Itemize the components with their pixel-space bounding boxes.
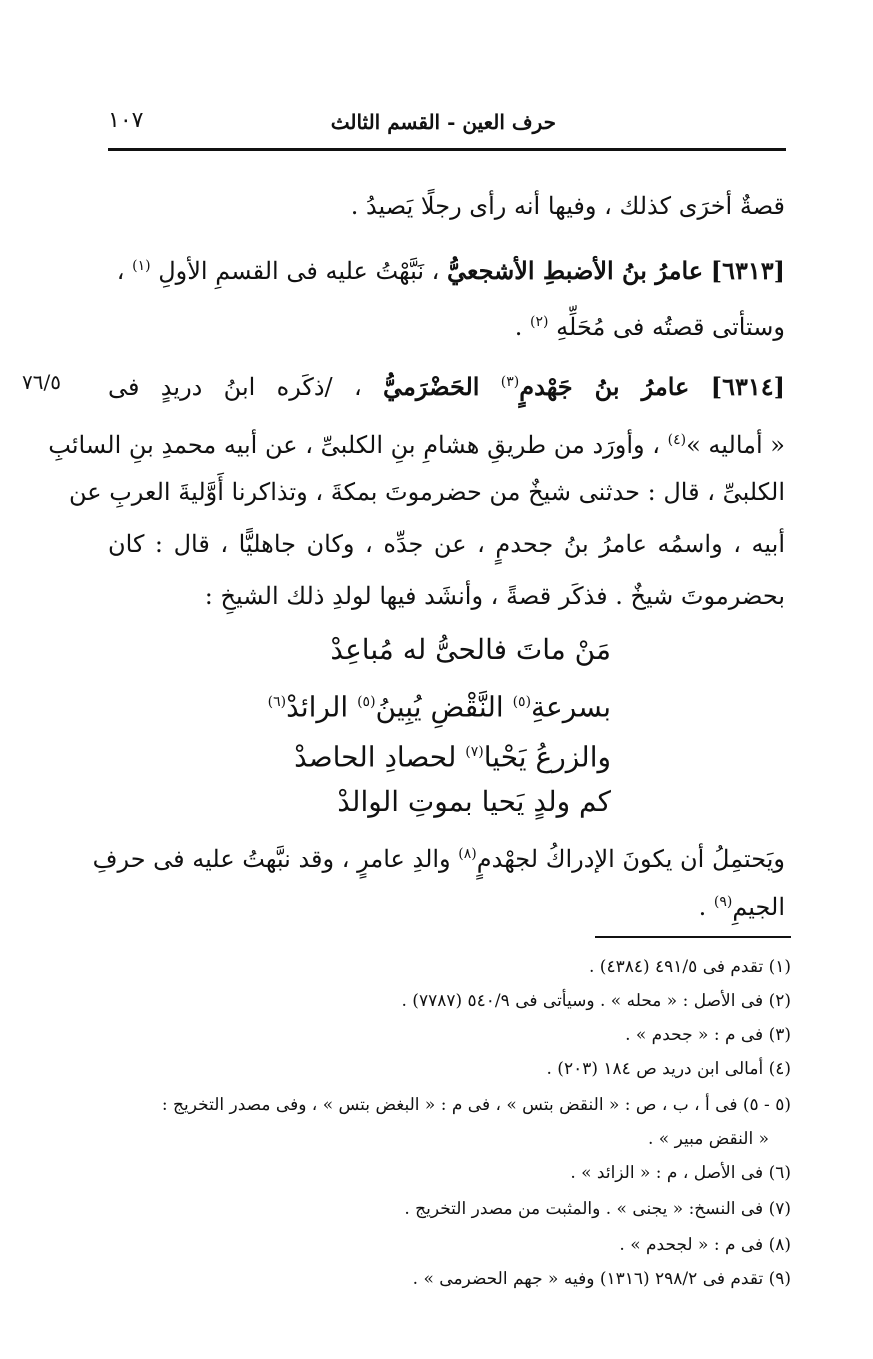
footnote-ref-7: (٧) [465,744,484,760]
verse-3-part-a: والزرعُ يَحْيا [483,740,611,774]
page-header [108,108,786,146]
footnote-5-continuation: « النقض مبير » . [647,1129,769,1149]
entry-6313-number: [٦٣١٣] [710,256,785,285]
body-line-14-end: . [698,893,707,921]
body-line-14 [699,882,785,927]
amali-title: « أماليه » [686,431,785,459]
verse-2-part-c: الرائدْ [286,690,349,724]
footnote-6: (٦) فى الأصل ، م : « الزائد » . [570,1163,791,1183]
verse-1: مَنْ ماتَ فالحىُّ له مُباعِدْ [330,633,611,666]
body-line-3 [515,302,785,347]
body-line-7: أبيه ، واسمُه عامرُ بنُ جحدمٍ ، عن جدِّه ، وكان جاهليًّا ، قال : كان [108,530,785,558]
footnote-ref-6: (٦) [267,694,287,710]
entry-6314-number: [٦٣١٤] [710,372,785,401]
footnote-7: (٧) فى النسخ: « يجنى » . والمثبت من مصدر التخريج . [404,1199,791,1219]
margin-volume-reference: ٧٦/٥ [22,370,61,394]
entry-6314-text: ، /ذكَره ابنُ دريدٍ فى [108,373,362,401]
footnote-ref-1: (١) [132,258,151,274]
entry-6313-name: عامرُ بنُ الأضبطِ الأشجعيُّ [447,256,704,285]
footnote-ref-3: (٣) [500,374,520,390]
body-line-13-part-a: ويَحتمِلُ أن يكونَ الإدراكُ لجهْدمٍ [476,845,785,873]
page-number: ١٠٧ [108,108,144,133]
body-line-13 [92,834,785,879]
footnote-ref-9: (٩) [713,894,733,910]
body-line-3-end: . [514,313,523,341]
footnote-ref-2: (٢) [530,314,549,330]
footnote-3: (٣) فى م : « جحدم » . [625,1025,791,1045]
footnote-4: (٤) أمالى ابن دريد ص ١٨٤ (٢٠٣) . [546,1059,791,1079]
footnote-ref-5b: (٥) [357,694,376,710]
body-line-3-text: وستأتى قصتُه فى مُحَلِّهِ [556,313,785,341]
body-line-5-text: ، وأورَد من طريقِ هشامِ بنِ الكلبىِّ ، عن أبيه محمدِ بنِ السائبِ [48,431,660,459]
footnote-1: (١) تقدم فى ٤٩١/٥ (٤٣٨٤) . [589,957,791,977]
body-line-13-part-b: والدِ عامرٍ ، وقد نبَّهتُ عليه فى حرفِ [92,845,451,873]
body-line-1: قصةٌ أخرَى كذلك ، وفيها أنه رأى رجلًا يَصيدُ . [350,192,785,220]
footnote-ref-5a: (٥) [512,694,532,710]
entry-6313-end: ، [116,257,125,285]
body-line-5 [48,420,785,465]
verse-4: كم ولدٍ يَحيا بموتِ الوالدْ [337,785,611,818]
footnote-2: (٢) فى الأصل : « محله » . وسيأتى فى ٥٤٠/٩ (٧٧٨٧) . [401,991,791,1011]
body-line-6: الكلبىِّ ، قال : حدثنى شيخٌ من حضرموتَ بمكةَ ، وتذاكرنا أَوَّليةَ العربِ عن [68,478,785,506]
entry-6314-name: عامرُ بنُ جَهْدمٍ [519,372,690,401]
entry-6313-line [117,246,785,291]
footnote-8: (٨) فى م : « لجحدم » . [619,1235,791,1255]
verse-2-part-a: بسرعةِ [531,690,611,724]
footnote-ref-8: (٨) [458,846,477,862]
header-rule [108,148,786,151]
verse-3-part-b: لحصادِ الحاصدْ [294,740,457,774]
footnote-5: (٥ - ٥) فى أ ، ب ، ص : « النقض بتس » ، فى م : « البغض بتس » ، وفى مصدر التخريج : [161,1095,791,1115]
running-title: حرف العين - القسم الثالث [330,110,556,134]
footnote-separator [595,936,791,938]
entry-6313-text: ، نَبَّهْتُ عليه فى القسمِ الأولِ [158,257,440,285]
footnote-ref-4: (٤) [667,432,687,448]
body-line-14-text: الجيمِ [732,893,785,921]
footnote-9: (٩) تقدم فى ٢٩٨/٢ (١٣١٦) وفيه « جهم الحضرمى » . [412,1269,791,1289]
verse-2-part-b: النَّقْضِ يُبِينُ [375,690,504,724]
entry-6314-line [108,362,785,407]
verse-3 [294,730,611,779]
entry-6314-nisba: الحَضْرَميُّ [383,372,480,401]
body-line-8: بحضرموتَ شيخٌ . فذكَر قصةً ، وأنشَد فيها لولدِ ذلك الشيخِ : [204,582,785,610]
verse-2 [268,680,611,729]
